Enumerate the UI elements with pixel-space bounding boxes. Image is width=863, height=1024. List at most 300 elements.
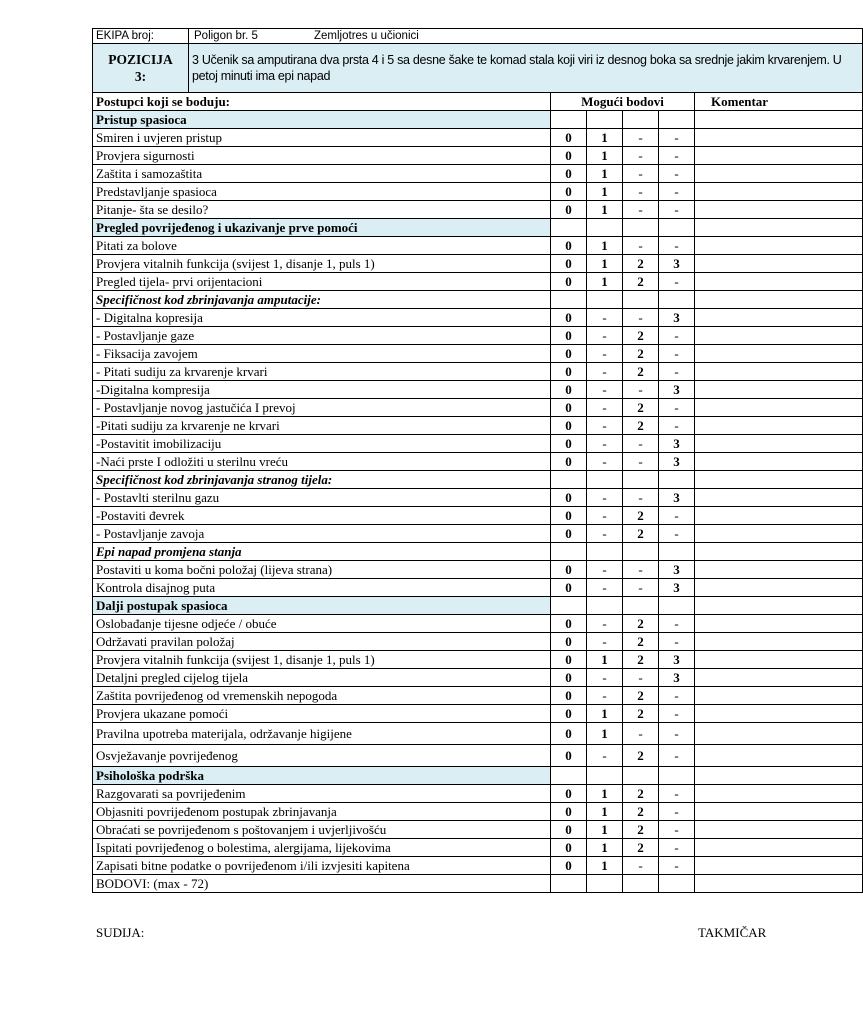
points-value: 2 [623, 633, 659, 651]
points-value: 0 [551, 821, 587, 839]
points-value: - [623, 147, 659, 165]
procedure-label: Pregled tijela- prvi orijentacioni [93, 273, 551, 291]
comment-cell [695, 723, 863, 745]
header-info [189, 29, 863, 44]
procedure-row [93, 651, 863, 669]
procedure-label: -Postaviti đevrek [93, 507, 551, 525]
points-cell-empty [623, 471, 659, 489]
points-value: 2 [623, 363, 659, 381]
points-cell-empty [623, 291, 659, 309]
points-value: 2 [623, 745, 659, 767]
points-value: 3 [659, 669, 695, 687]
points-value: - [587, 561, 623, 579]
procedure-row [93, 147, 863, 165]
comment-cell [695, 399, 863, 417]
points-value: - [659, 237, 695, 255]
scoring-table [92, 28, 863, 893]
points-value: - [659, 803, 695, 821]
procedure-label: - Pitati sudiju za krvarenje krvari [93, 363, 551, 381]
total-points-cell [551, 875, 587, 893]
points-value: 0 [551, 147, 587, 165]
points-cell-empty [659, 597, 695, 615]
comment-cell [695, 579, 863, 597]
procedure-label: Provjera vitalnih funkcija (svijest 1, disanje 1, puls 1) [93, 651, 551, 669]
points-value: 0 [551, 561, 587, 579]
section-row [93, 219, 863, 237]
points-value: - [587, 435, 623, 453]
points-cell-empty [587, 543, 623, 561]
judge-signature-label: SUDIJA: [96, 925, 145, 940]
points-value: - [587, 507, 623, 525]
points-cell-empty [587, 219, 623, 237]
points-value: 3 [659, 579, 695, 597]
points-value: 1 [587, 255, 623, 273]
points-cell-empty [659, 111, 695, 129]
comment-cell [695, 489, 863, 507]
procedure-row [93, 381, 863, 399]
points-value: - [659, 821, 695, 839]
points-value: - [659, 857, 695, 875]
subsection-title: Specifičnost kod zbrinjavanja amputacije: [93, 291, 551, 309]
points-value: 0 [551, 381, 587, 399]
procedure-label: Postaviti u koma bočni položaj (lijeva strana) [93, 561, 551, 579]
points-value: - [659, 633, 695, 651]
points-value: - [623, 453, 659, 471]
procedure-label: Predstavljanje spasioca [93, 183, 551, 201]
comment-cell [695, 327, 863, 345]
procedure-label: Obraćati se povrijeđenom s poštovanjem i uvjerljivošću [93, 821, 551, 839]
position-description: 3 Učenik sa amputirana dva prsta 4 i 5 sa desne šake te komad stala koji viri iz desnog boka sa srednje jakim krvarenjem. U petoj minuti ima epi napad [189, 44, 863, 93]
points-value: 0 [551, 857, 587, 875]
procedure-label: - Digitalna kopresija [93, 309, 551, 327]
procedure-label: Pitati za bolove [93, 237, 551, 255]
points-value: 2 [623, 525, 659, 543]
comment-cell [695, 839, 863, 857]
points-value: 0 [551, 525, 587, 543]
procedure-row [93, 345, 863, 363]
points-value: 2 [623, 821, 659, 839]
points-cell-empty [551, 471, 587, 489]
points-value: - [659, 399, 695, 417]
points-value: 0 [551, 183, 587, 201]
procedure-row [93, 615, 863, 633]
procedure-row [93, 507, 863, 525]
procedure-row [93, 363, 863, 381]
points-value: 3 [659, 489, 695, 507]
points-value: 0 [551, 705, 587, 723]
points-value: - [659, 745, 695, 767]
points-value: - [623, 183, 659, 201]
points-cell-empty [659, 767, 695, 785]
points-value: - [587, 309, 623, 327]
procedure-label: Smiren i uvjeren pristup [93, 129, 551, 147]
procedure-label: Provjera vitalnih funkcija (svijest 1, disanje 1, puls 1) [93, 255, 551, 273]
position-label-line2: 3: [134, 69, 147, 84]
points-cell-empty [587, 597, 623, 615]
points-value: - [587, 489, 623, 507]
subsection-row [93, 543, 863, 561]
procedure-row [93, 165, 863, 183]
position-row [93, 44, 863, 93]
points-value: - [623, 857, 659, 875]
points-value: 0 [551, 745, 587, 767]
points-value: 1 [587, 651, 623, 669]
points-value: 3 [659, 561, 695, 579]
section-row [93, 597, 863, 615]
points-value: 0 [551, 723, 587, 745]
points-value: - [659, 147, 695, 165]
comment-cell [695, 597, 863, 615]
comment-cell [695, 237, 863, 255]
procedure-label: -Postavitit imobilizaciju [93, 435, 551, 453]
procedure-row [93, 237, 863, 255]
points-value: - [659, 839, 695, 857]
points-value: - [587, 327, 623, 345]
subsection-row [93, 471, 863, 489]
points-value: 3 [659, 435, 695, 453]
points-value: 1 [587, 839, 623, 857]
points-value: 0 [551, 129, 587, 147]
points-cell-empty [551, 597, 587, 615]
comment-cell [695, 165, 863, 183]
procedure-label: Pitanje- šta se desilo? [93, 201, 551, 219]
points-value: 2 [623, 705, 659, 723]
signature-footer [92, 925, 768, 943]
points-value: 0 [551, 785, 587, 803]
position-label-line1: POZICIJA [108, 52, 173, 67]
total-points-cell [587, 875, 623, 893]
procedures-header: Postupci koji se boduju: [93, 93, 551, 111]
points-value: 1 [587, 857, 623, 875]
comment-cell [695, 363, 863, 381]
points-cell-empty [551, 543, 587, 561]
points-value: 2 [623, 615, 659, 633]
points-value: 3 [659, 381, 695, 399]
total-row [93, 875, 863, 893]
header-row [93, 29, 863, 44]
points-value: 1 [587, 165, 623, 183]
points-value: - [587, 615, 623, 633]
comment-cell [695, 507, 863, 525]
points-value: 2 [623, 803, 659, 821]
comment-cell [695, 857, 863, 875]
points-value: 2 [623, 651, 659, 669]
points-value: - [659, 507, 695, 525]
points-cell-empty [551, 111, 587, 129]
comment-cell [695, 309, 863, 327]
points-value: - [623, 165, 659, 183]
procedure-row [93, 201, 863, 219]
procedure-label: Detaljni pregled cijelog tijela [93, 669, 551, 687]
procedure-row [93, 705, 863, 723]
points-value: - [623, 381, 659, 399]
points-value: 2 [623, 255, 659, 273]
points-value: - [623, 309, 659, 327]
section-row [93, 767, 863, 785]
points-cell-empty [659, 471, 695, 489]
points-value: 0 [551, 417, 587, 435]
section-title: Dalji postupak spasioca [93, 597, 551, 615]
comment-cell [695, 803, 863, 821]
comment-cell [695, 453, 863, 471]
procedure-label: - Postavljanje zavoja [93, 525, 551, 543]
points-value: 0 [551, 579, 587, 597]
points-value: 0 [551, 687, 587, 705]
comment-cell [695, 821, 863, 839]
points-value: - [587, 633, 623, 651]
comment-header: Komentar [695, 93, 863, 111]
comment-cell [695, 255, 863, 273]
procedure-label: Zaštita povrijeđenog od vremenskih nepogoda [93, 687, 551, 705]
points-cell-empty [659, 219, 695, 237]
comment-cell [695, 273, 863, 291]
scoring-sheet [92, 28, 842, 893]
points-value: 1 [587, 201, 623, 219]
points-value: 2 [623, 839, 659, 857]
total-points-cell [623, 875, 659, 893]
points-value: 0 [551, 669, 587, 687]
comment-cell [695, 111, 863, 129]
points-value: - [659, 129, 695, 147]
points-value: 3 [659, 309, 695, 327]
procedure-label: Ispitati povrijeđenog o bolestima, alergijama, lijekovima [93, 839, 551, 857]
points-cell-empty [623, 767, 659, 785]
procedure-label: Osvježavanje povrijeđenog [93, 745, 551, 767]
points-value: 2 [623, 273, 659, 291]
comment-cell [695, 435, 863, 453]
points-value: 1 [587, 785, 623, 803]
comment-cell [695, 219, 863, 237]
procedure-row [93, 255, 863, 273]
points-cell-empty [623, 543, 659, 561]
comment-cell [695, 561, 863, 579]
procedure-row [93, 687, 863, 705]
procedure-label: -Naći prste I odložiti u sterilnu vreću [93, 453, 551, 471]
procedure-label: Zapisati bitne podatke o povrijeđenom i/ili izvjesiti kapitena [93, 857, 551, 875]
procedure-row [93, 579, 863, 597]
comment-cell [695, 201, 863, 219]
procedure-label: Objasniti povrijeđenom postupak zbrinjavanja [93, 803, 551, 821]
team-number-label: EKIPA broj: [93, 29, 189, 44]
procedure-row [93, 273, 863, 291]
procedure-row [93, 839, 863, 857]
points-value: 1 [587, 147, 623, 165]
points-value: 2 [623, 785, 659, 803]
points-value: 0 [551, 803, 587, 821]
points-value: - [623, 723, 659, 745]
points-value: - [587, 579, 623, 597]
comment-cell [695, 651, 863, 669]
points-value: - [659, 525, 695, 543]
section-title: Pristup spasioca [93, 111, 551, 129]
points-value: 1 [587, 821, 623, 839]
points-value: 0 [551, 399, 587, 417]
procedure-row [93, 129, 863, 147]
points-value: - [623, 201, 659, 219]
comment-cell [695, 745, 863, 767]
procedure-label: -Pitati sudiju za krvarenje ne krvari [93, 417, 551, 435]
points-value: 0 [551, 363, 587, 381]
procedure-row [93, 723, 863, 745]
points-value: - [659, 687, 695, 705]
points-value: - [659, 705, 695, 723]
points-value: - [659, 201, 695, 219]
comment-cell [695, 129, 863, 147]
procedure-label: Provjera ukazane pomoći [93, 705, 551, 723]
points-value: 1 [587, 705, 623, 723]
procedure-row [93, 309, 863, 327]
points-value: 0 [551, 255, 587, 273]
scenario-title: Zemljotres u učionici [314, 29, 419, 42]
procedure-row [93, 453, 863, 471]
points-cell-empty [587, 471, 623, 489]
comment-cell [695, 669, 863, 687]
points-value: 0 [551, 507, 587, 525]
procedure-row [93, 489, 863, 507]
points-value: - [623, 669, 659, 687]
competitor-signature-label: TAKMIČAR [698, 925, 767, 940]
comment-cell [695, 291, 863, 309]
procedure-label: - Postavljanje gaze [93, 327, 551, 345]
procedure-label: Provjera sigurnosti [93, 147, 551, 165]
points-cell-empty [623, 597, 659, 615]
points-value: - [587, 453, 623, 471]
procedure-row [93, 803, 863, 821]
procedure-label: - Postavljanje novog jastučića I prevoj [93, 399, 551, 417]
procedure-label: Razgovarati sa povrijeđenim [93, 785, 551, 803]
procedure-row [93, 399, 863, 417]
points-value: 0 [551, 345, 587, 363]
comment-cell [695, 147, 863, 165]
comment-cell [695, 183, 863, 201]
comment-cell [695, 633, 863, 651]
points-value: 0 [551, 273, 587, 291]
comment-cell [695, 471, 863, 489]
procedure-row [93, 633, 863, 651]
points-header: Mogući bodovi [551, 93, 695, 111]
column-header-row [93, 93, 863, 111]
points-value: 0 [551, 435, 587, 453]
points-value: - [659, 165, 695, 183]
points-value: 2 [623, 399, 659, 417]
points-value: 0 [551, 309, 587, 327]
section-row [93, 111, 863, 129]
procedure-row [93, 183, 863, 201]
subsection-title: Specifičnost kod zbrinjavanja stranog tijela: [93, 471, 551, 489]
points-value: 2 [623, 507, 659, 525]
procedure-row [93, 785, 863, 803]
points-value: 1 [587, 723, 623, 745]
points-value: 0 [551, 165, 587, 183]
subsection-row [93, 291, 863, 309]
comment-cell [695, 767, 863, 785]
points-value: 1 [587, 273, 623, 291]
points-value: 0 [551, 237, 587, 255]
points-value: 0 [551, 489, 587, 507]
points-value: 1 [587, 129, 623, 147]
points-cell-empty [551, 291, 587, 309]
points-value: 3 [659, 453, 695, 471]
procedure-label: Održavati pravilan položaj [93, 633, 551, 651]
points-value: - [623, 579, 659, 597]
procedure-row [93, 327, 863, 345]
points-value: - [623, 129, 659, 147]
points-value: - [623, 435, 659, 453]
points-value: - [623, 237, 659, 255]
polygon-number: Poligon br. 5 [194, 29, 258, 42]
points-cell-empty [551, 767, 587, 785]
procedure-label: Zaštita i samozaštita [93, 165, 551, 183]
points-value: - [659, 183, 695, 201]
points-value: 0 [551, 201, 587, 219]
points-value: 1 [587, 803, 623, 821]
points-value: 3 [659, 255, 695, 273]
section-title: Pregled povrijeđenog i ukazivanje prve pomoći [93, 219, 551, 237]
procedure-row [93, 821, 863, 839]
comment-cell [695, 543, 863, 561]
position-label [93, 44, 189, 93]
points-value: 2 [623, 345, 659, 363]
subsection-title: Epi napad promjena stanja [93, 543, 551, 561]
points-value: - [587, 363, 623, 381]
points-value: - [659, 723, 695, 745]
points-value: - [587, 745, 623, 767]
comment-cell [695, 785, 863, 803]
points-value: 2 [623, 417, 659, 435]
comment-cell [695, 345, 863, 363]
comment-cell [695, 687, 863, 705]
points-value: - [587, 669, 623, 687]
points-cell-empty [623, 111, 659, 129]
points-value: - [659, 345, 695, 363]
total-points-cell [659, 875, 695, 893]
points-value: - [659, 615, 695, 633]
points-value: - [587, 345, 623, 363]
points-value: 0 [551, 453, 587, 471]
points-cell-empty [587, 111, 623, 129]
procedure-label: - Postavlti sterilnu gazu [93, 489, 551, 507]
points-value: 0 [551, 327, 587, 345]
points-value: 0 [551, 651, 587, 669]
points-value: - [623, 489, 659, 507]
points-cell-empty [587, 767, 623, 785]
points-value: 1 [587, 237, 623, 255]
comment-cell [695, 615, 863, 633]
procedure-row [93, 745, 863, 767]
procedure-row [93, 525, 863, 543]
procedure-row [93, 669, 863, 687]
procedure-label: -Digitalna kompresija [93, 381, 551, 399]
procedure-row [93, 561, 863, 579]
points-value: - [659, 327, 695, 345]
procedure-label: Pravilna upotreba materijala, održavanje higijene [93, 723, 551, 745]
points-value: 3 [659, 651, 695, 669]
points-value: 0 [551, 615, 587, 633]
comment-cell [695, 381, 863, 399]
points-value: 2 [623, 327, 659, 345]
section-title: Psihološka podrška [93, 767, 551, 785]
procedure-label: Kontrola disajnog puta [93, 579, 551, 597]
procedure-row [93, 857, 863, 875]
points-value: - [659, 785, 695, 803]
points-cell-empty [587, 291, 623, 309]
comment-cell [695, 705, 863, 723]
total-label: BODOVI: (max - 72) [93, 875, 551, 893]
points-cell-empty [551, 219, 587, 237]
points-cell-empty [659, 543, 695, 561]
points-value: - [659, 417, 695, 435]
procedure-row [93, 417, 863, 435]
